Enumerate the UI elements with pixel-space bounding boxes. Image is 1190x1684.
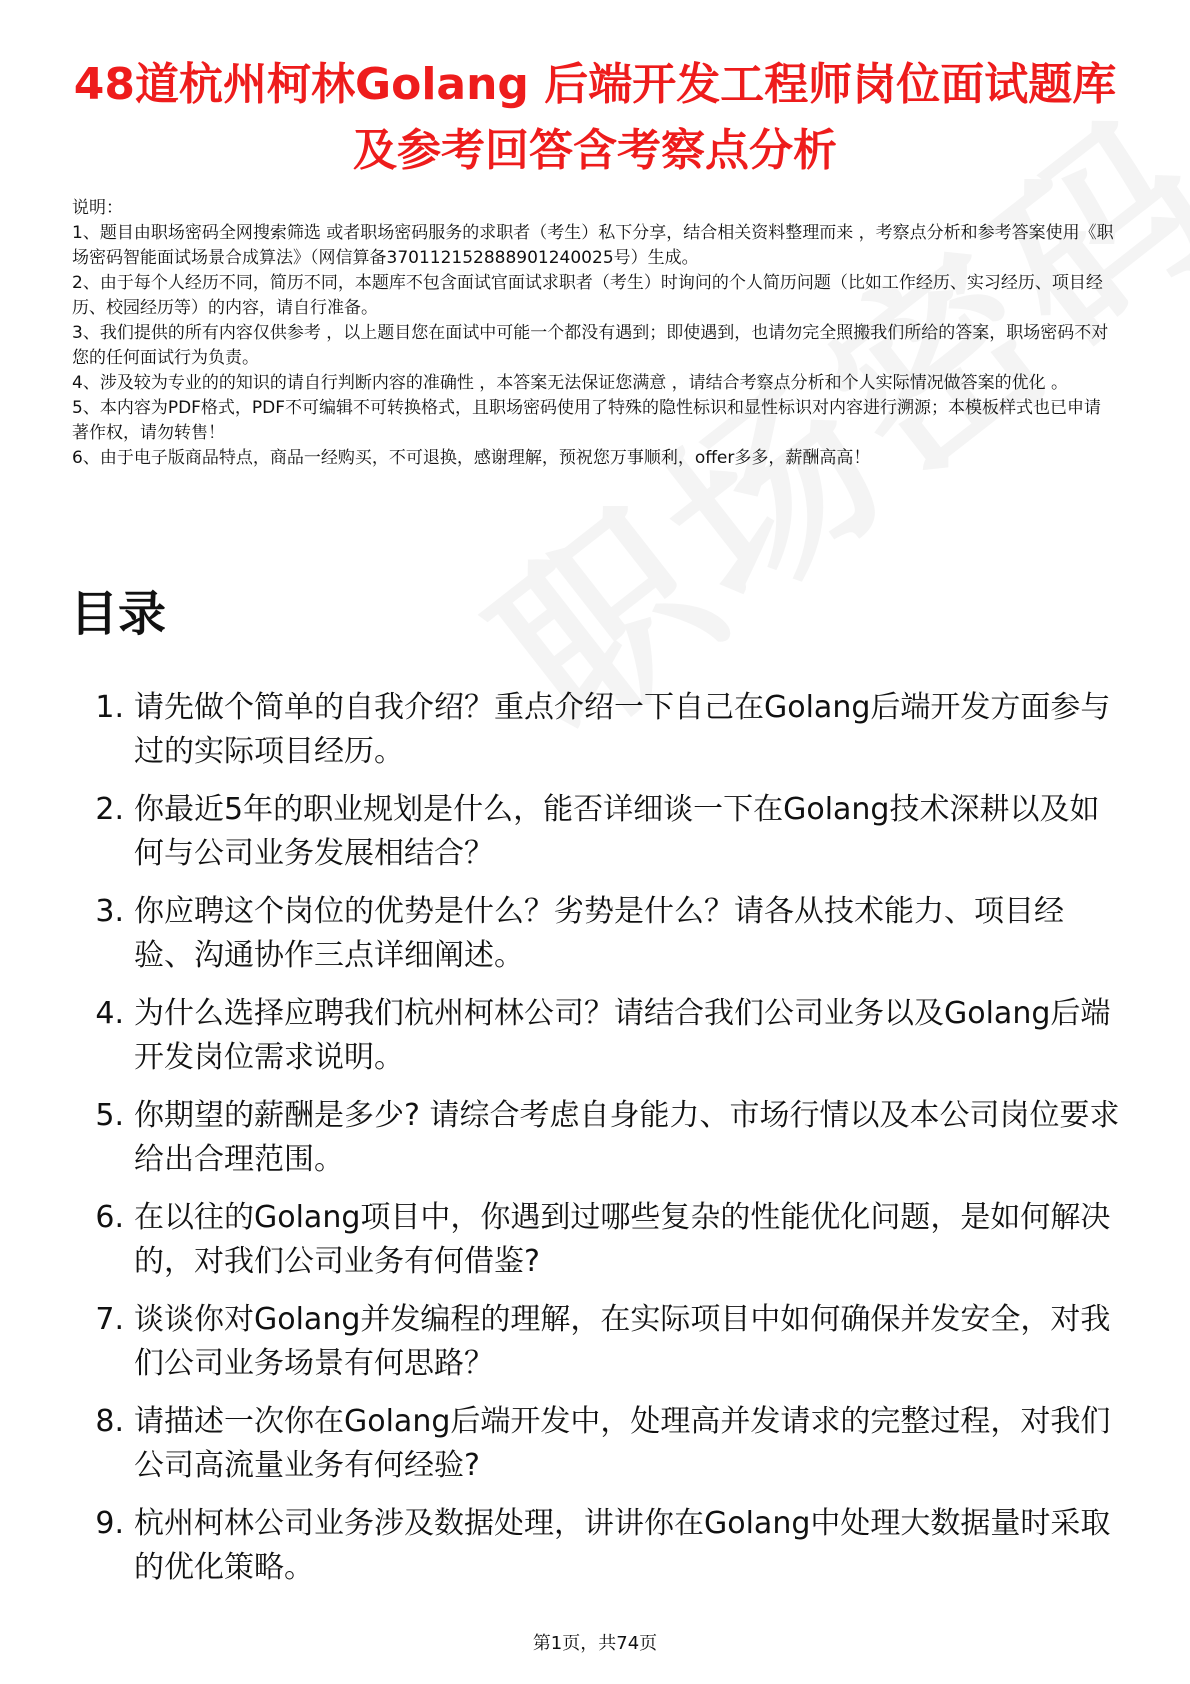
toc-item-number: 8. [95,1404,124,1439]
toc-list [72,686,1122,1604]
toc-heading: 目录 [70,586,167,642]
document-title: 48道杭州柯林Golang 后端开发工程师岗位面试题库及参考回答含考察点分析 [73,59,1117,176]
toc-item-text: 请先做个简单的自我介绍？重点介绍一下自己在Golang后端开发方面参与过的实际项目经历。 [134,690,1111,769]
toc-item[interactable] [72,1196,1122,1284]
toc-item-text: 杭州柯林公司业务涉及数据处理，讲讲你在Golang中处理大数据量时采取的优化策略。 [134,1506,1111,1585]
toc-item-number: 3. [95,894,124,929]
toc-item[interactable] [72,890,1122,978]
toc-item-number: 5. [95,1098,124,1133]
toc-item-number: 6. [95,1200,124,1235]
note-item: 6、由于电子版商品特点，商品一经购买，不可退换，感谢理解，预祝您万事顺利，offer多多，薪酬高高！ [72,448,871,468]
toc-item-number: 4. [95,996,124,1031]
toc-item[interactable] [72,1502,1122,1590]
toc-item-text: 你最近5年的职业规划是什么，能否详细谈一下在Golang技术深耕以及如何与公司业务发展相结合？ [134,792,1100,871]
toc-item-text: 你应聘这个岗位的优势是什么？劣势是什么？请各从技术能力、项目经验、沟通协作三点详细阐述。 [134,894,1064,973]
note-item: 4、涉及较为专业的的知识的请自行判断内容的准确性 ，本答案无法保证您满意 ，请结合考察点分析和个人实际情况做答案的优化 。 [72,373,1069,393]
toc-item-text: 你期望的薪酬是多少? 请综合考虑自身能力、市场行情以及本公司岗位要求给出合理范围。 [134,1098,1120,1177]
toc-item-number: 7. [95,1302,124,1337]
toc-item-text: 在以往的Golang项目中，你遇到过哪些复杂的性能优化问题，是如何解决的，对我们公司业务有何借鉴? [134,1200,1111,1279]
note-item: 1、题目由职场密码全网搜索筛选 或者职场密码服务的求职者（考生）私下分享，结合相关资料整理而来 ，考察点分析和参考答案使用《职场密码智能面试场景合成算法》（网信算备370112152888901240025号）生成。 [72,223,1114,268]
toc-item[interactable] [72,1094,1122,1182]
toc-item-number: 1. [95,690,124,725]
toc-item-number: 9. [95,1506,124,1541]
toc-item[interactable] [72,1298,1122,1386]
note-item: 3、我们提供的所有内容仅供参考 ，以上题目您在面试中可能一个都没有遇到；即使遇到，也请勿完全照搬我们所给的答案，职场密码不对您的任何面试行为负责。 [72,323,1109,368]
toc-item[interactable] [72,788,1122,876]
notes-heading: 说明： [72,198,123,218]
page-footer: 第1页，共74页 [532,1633,658,1654]
toc-item-number: 2. [95,792,124,827]
toc-item[interactable] [72,686,1122,774]
notes-section [72,196,1118,471]
note-item: 5、本内容为PDF格式，PDF不可编辑不可转换格式，且职场密码使用了特殊的隐性标识和显性标识对内容进行溯源；本模板样式也已申请著作权，请勿转售！ [72,398,1102,443]
note-item: 2、由于每个人经历不同，简历不同，本题库不包含面试官面试求职者（考生）时询问的个人简历问题（比如工作经历、实习经历、项目经历、校园经历等）的内容，请自行准备。 [72,273,1103,318]
toc-item[interactable] [72,992,1122,1080]
toc-item-text: 谈谈你对Golang并发编程的理解，在实际项目中如何确保并发安全，对我们公司业务场景有何思路？ [134,1302,1111,1381]
toc-item-text: 为什么选择应聘我们杭州柯林公司？请结合我们公司业务以及Golang后端开发岗位需求说明。 [134,996,1111,1075]
toc-item[interactable] [72,1400,1122,1488]
toc-item-text: 请描述一次你在Golang后端开发中，处理高并发请求的完整过程，对我们公司高流量业务有何经验? [134,1404,1111,1483]
